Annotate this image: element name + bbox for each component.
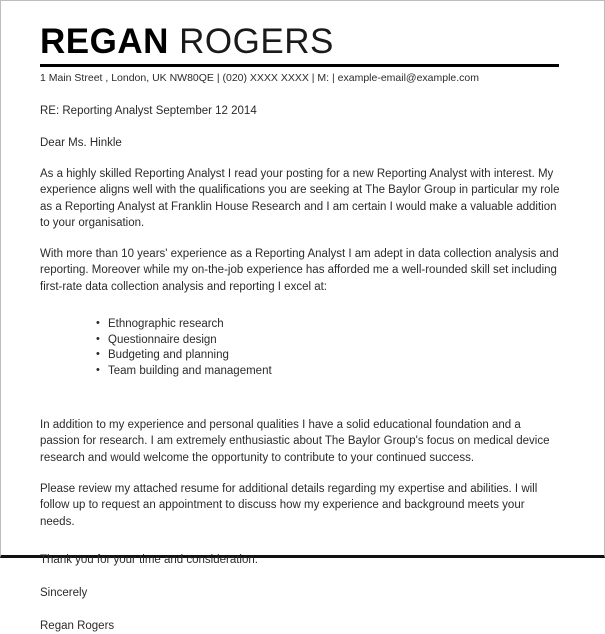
header-divider (40, 64, 559, 67)
list-item: • Questionnaire design (96, 333, 564, 349)
contact-info-line: 1 Main Street , London, UK NW80QE | (020) XXXX XXXX | M: | example-email@example.com (40, 72, 480, 84)
salutation: Dear Ms. Hinkle (40, 137, 122, 149)
letterhead-name (40, 23, 564, 62)
list-item: • Ethnographic research (96, 317, 564, 333)
list-item: • Budgeting and planning (96, 348, 564, 364)
closing-thanks: Thank you for your time and consideration. (40, 553, 258, 566)
signature-name: Regan Rogers (40, 619, 115, 632)
last-name: ROGERS (179, 22, 334, 61)
list-item: • Team building and management (96, 364, 564, 380)
body-paragraph-3: In addition to my experience and personal qualities I have a solid educational foundation and a passion for research. I am extremely enthusiastic about The Baylor Group's focus on medical device research and would welcome the opportunity to contribute to your continued success. (40, 419, 550, 464)
body-paragraph-1: As a highly skilled Reporting Analyst I read your posting for a new Reporting Analyst with interest. My experience aligns well with the qualifications you are seeking at The Baylor Group in particular my role as a Reporting Analyst at Franklin House Research and I am certain I would make a valuable addition to your organisation. (40, 168, 560, 229)
first-name: REGAN (40, 22, 169, 61)
body-paragraph-4: Please review my attached resume for additional details regarding my expertise and abilities. I will follow up to request an appointment to discuss how my experience and background meets your needs. (40, 482, 538, 528)
letter-content (40, 23, 564, 634)
skills-list (40, 317, 564, 379)
subject-line: RE: Reporting Analyst September 12 2014 (40, 105, 257, 117)
closing-signoff: Sincerely (40, 586, 88, 599)
body-paragraph-2: With more than 10 years' experience as a Reporting Analyst I am adept in data collection analysis and reporting. Moreover while my on-the-job experience has afforded me a well-rounded skill set including first-rate data collection analysis and reporting I excel at: (40, 248, 559, 293)
